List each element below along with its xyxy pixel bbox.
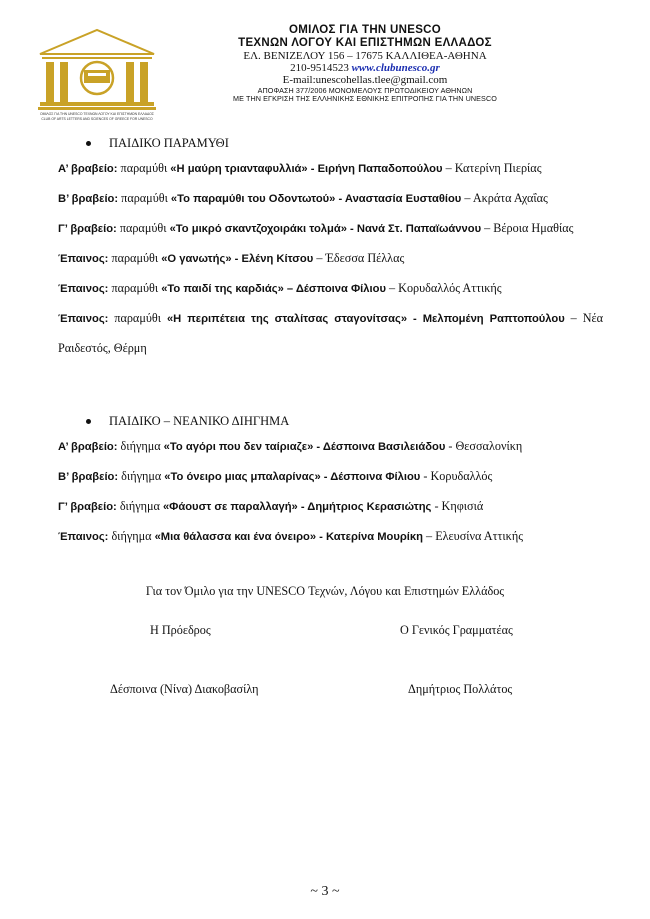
award-entry: Έπαινος: παραμύθι «Το παιδί της καρδιάς» – Δέσποινα Φίλιου – Κορυδαλλός Αττικής [58, 281, 502, 295]
secretary-name: Δημήτριος Πολλάτος [408, 682, 513, 696]
award-label: Γ’ βραβείο: [58, 223, 117, 235]
section-heading [58, 414, 603, 429]
award-entry: Έπαινος: διήγημα «Μια θάλασσα και ένα όνειρο» - Κατερίνα Μουρίκη – Ελευσίνα Αττικής [58, 529, 524, 543]
court-decision: ΑΠΟΦΑΣΗ 377/2006 ΜΟΝΟΜΕΛΟΥΣ ΠΡΩΤΟΔΙΚΕΙΟΥ ΑΘΗΝΩΝ [257, 85, 473, 95]
award-entry: Έπαινος: παραμύθι «Η περιπέτεια της σταλίτσας σταγονίτσας» - Μελπομένη Ραπτοπούλου – Νέα Ραιδεστός, Θέρμη [58, 311, 603, 355]
president-name: Δέσποινα (Νίνα) Διακοβασίλη [110, 682, 259, 696]
section-heading [58, 136, 603, 151]
award-label: Γ’ βραβείο: [58, 501, 117, 513]
president-role: Η Πρόεδρος [150, 623, 211, 637]
org-name-line2: ΤΕΧΝΩΝ ΛΟΓΟΥ ΚΑΙ ΕΠΙΣΤΗΜΩΝ ΕΛΛΑΔΟΣ [238, 36, 492, 49]
section-youth-story [58, 414, 603, 552]
bullet-icon [86, 419, 91, 424]
award-work: «Φάουστ σε παραλλαγή» - Δημήτριος Κερασιώτης [162, 501, 432, 513]
award-label: Έπαινος: [58, 313, 109, 325]
secretary-role: Ο Γενικός Γραμματέας [400, 623, 513, 637]
section-children-fairytale [58, 136, 603, 363]
award-entry: Γ’ βραβείο: διήγημα «Φάουστ σε παραλλαγή» - Δημήτριος Κερασιώτης - Κηφισιά [58, 499, 484, 513]
award-work: «Η περιπέτεια της σταλίτσας σταγονίτσας» - Μελπομένη Ραπτοπούλου [166, 313, 565, 325]
logo-caption-english: CLUB OF ARTS LETTERS AND SCIENCES OF GREECE FOR UNESCO [41, 117, 153, 121]
signature-intro: Για τον Όμιλο για την UNESCO Τεχνών, Λόγου και Επιστημών Ελλάδος [145, 584, 505, 598]
section-title: ΠΑΙΔΙΚΟ – ΝΕΑΝΙΚΟ ΔΙΗΓΗΜΑ [109, 414, 290, 428]
page-number: ~ 3 ~ [310, 884, 340, 899]
letterhead [170, 24, 560, 103]
award-entry: Α’ βραβείο: διήγημα «Το αγόρι που δεν ταίριαζε» - Δέσποινα Βασιλειάδου - Θεσσαλονίκη [58, 439, 523, 453]
award-work: «Το παραμύθι του Οδοντωτού» - Αναστασία Ευσταθίου [170, 193, 462, 205]
org-phone: 210-9514523 [290, 62, 349, 75]
contact-line [170, 62, 560, 74]
award-work: «Η μαύρη τριανταφυλλιά» - Ειρήνη Παπαδοπούλου [170, 163, 443, 175]
logo-caption-greek: ΟΜΙΛΟΣ ΓΙΑ ΤΗΝ UNESCO ΤΕΧΝΩΝ ΛΟΓΟΥ ΚΑΙ ΕΠΙΣΤΗΜΩΝ ΕΛΛΑΔΟΣ [40, 112, 154, 116]
award-entry: Γ’ βραβείο: παραμύθι «Το μικρό σκαντζοχοιράκι τολμά» - Νανά Στ. Παπαϊωάννου – Βέροια Ημαθίας [58, 221, 574, 235]
section-title: ΠΑΙΔΙΚΟ ΠΑΡΑΜΥΘΙ [109, 136, 229, 150]
award-label: Β’ βραβείο: [58, 193, 119, 205]
award-label: Α’ βραβείο: [58, 441, 118, 453]
award-work: «Το παιδί της καρδιάς» – Δέσποινα Φίλιου [161, 283, 386, 295]
greek-temple-logo [32, 26, 162, 122]
award-entry: Β’ βραβείο: διήγημα «Το όνειρο μιας μπαλαρίνας» - Δέσποινα Φίλιου - Κορυδαλλός [58, 469, 493, 483]
award-entry: Β’ βραβείο: παραμύθι «Το παραμύθι του Οδοντωτού» - Αναστασία Ευσταθίου – Ακράτα Αχαΐας [58, 191, 548, 205]
award-work: «Το μικρό σκαντζοχοιράκι τολμά» - Νανά Στ. Παπαϊωάννου [169, 223, 482, 235]
org-email[interactable]: E-mail:unescohellas.tlee@gmail.com [282, 74, 448, 87]
org-name-line1: ΟΜΙΛΟΣ ΓΙΑ ΤΗΝ UNESCO [288, 24, 442, 36]
award-entry: Έπαινος: παραμύθι «Ο γανωτής» - Ελένη Κίτσου – Έδεσσα Πέλλας [58, 251, 405, 265]
org-address: ΕΛ. ΒΕΝΙΖΕΛΟΥ 156 – 17675 ΚΑΛΛΙΘΕΑ-ΑΘΗΝΑ [243, 49, 487, 62]
award-entry: Α’ βραβείο: παραμύθι «Η μαύρη τριανταφυλλιά» - Ειρήνη Παπαδοπούλου – Κατερίνη Πιερίας [58, 161, 542, 175]
award-work: «Ο γανωτής» - Ελένη Κίτσου [161, 253, 314, 265]
award-label: Έπαινος: [58, 283, 109, 295]
award-label: Β’ βραβείο: [58, 471, 119, 483]
org-website-link[interactable]: www.clubunesco.gr [351, 62, 440, 75]
approval-note: ΜΕ ΤΗΝ ΕΓΚΡΙΣΗ ΤΗΣ ΕΛΛΗΝΙΚΗΣ ΕΘΝΙΚΗΣ ΕΠΙΤΡΟΠΗΣ ΓΙΑ ΤΗΝ UNESCO [233, 93, 497, 103]
award-label: Έπαινος: [58, 253, 109, 265]
award-work: «Το αγόρι που δεν ταίριαζε» - Δέσποινα Βασιλειάδου [163, 441, 446, 453]
award-label: Α’ βραβείο: [58, 163, 118, 175]
bullet-icon [86, 141, 91, 146]
award-work: «Μια θάλασσα και ένα όνειρο» - Κατερίνα Μουρίκη [154, 531, 423, 543]
award-label: Έπαινος: [58, 531, 109, 543]
award-work: «Το όνειρο μιας μπαλαρίνας» - Δέσποινα Φίλιου [164, 471, 421, 483]
